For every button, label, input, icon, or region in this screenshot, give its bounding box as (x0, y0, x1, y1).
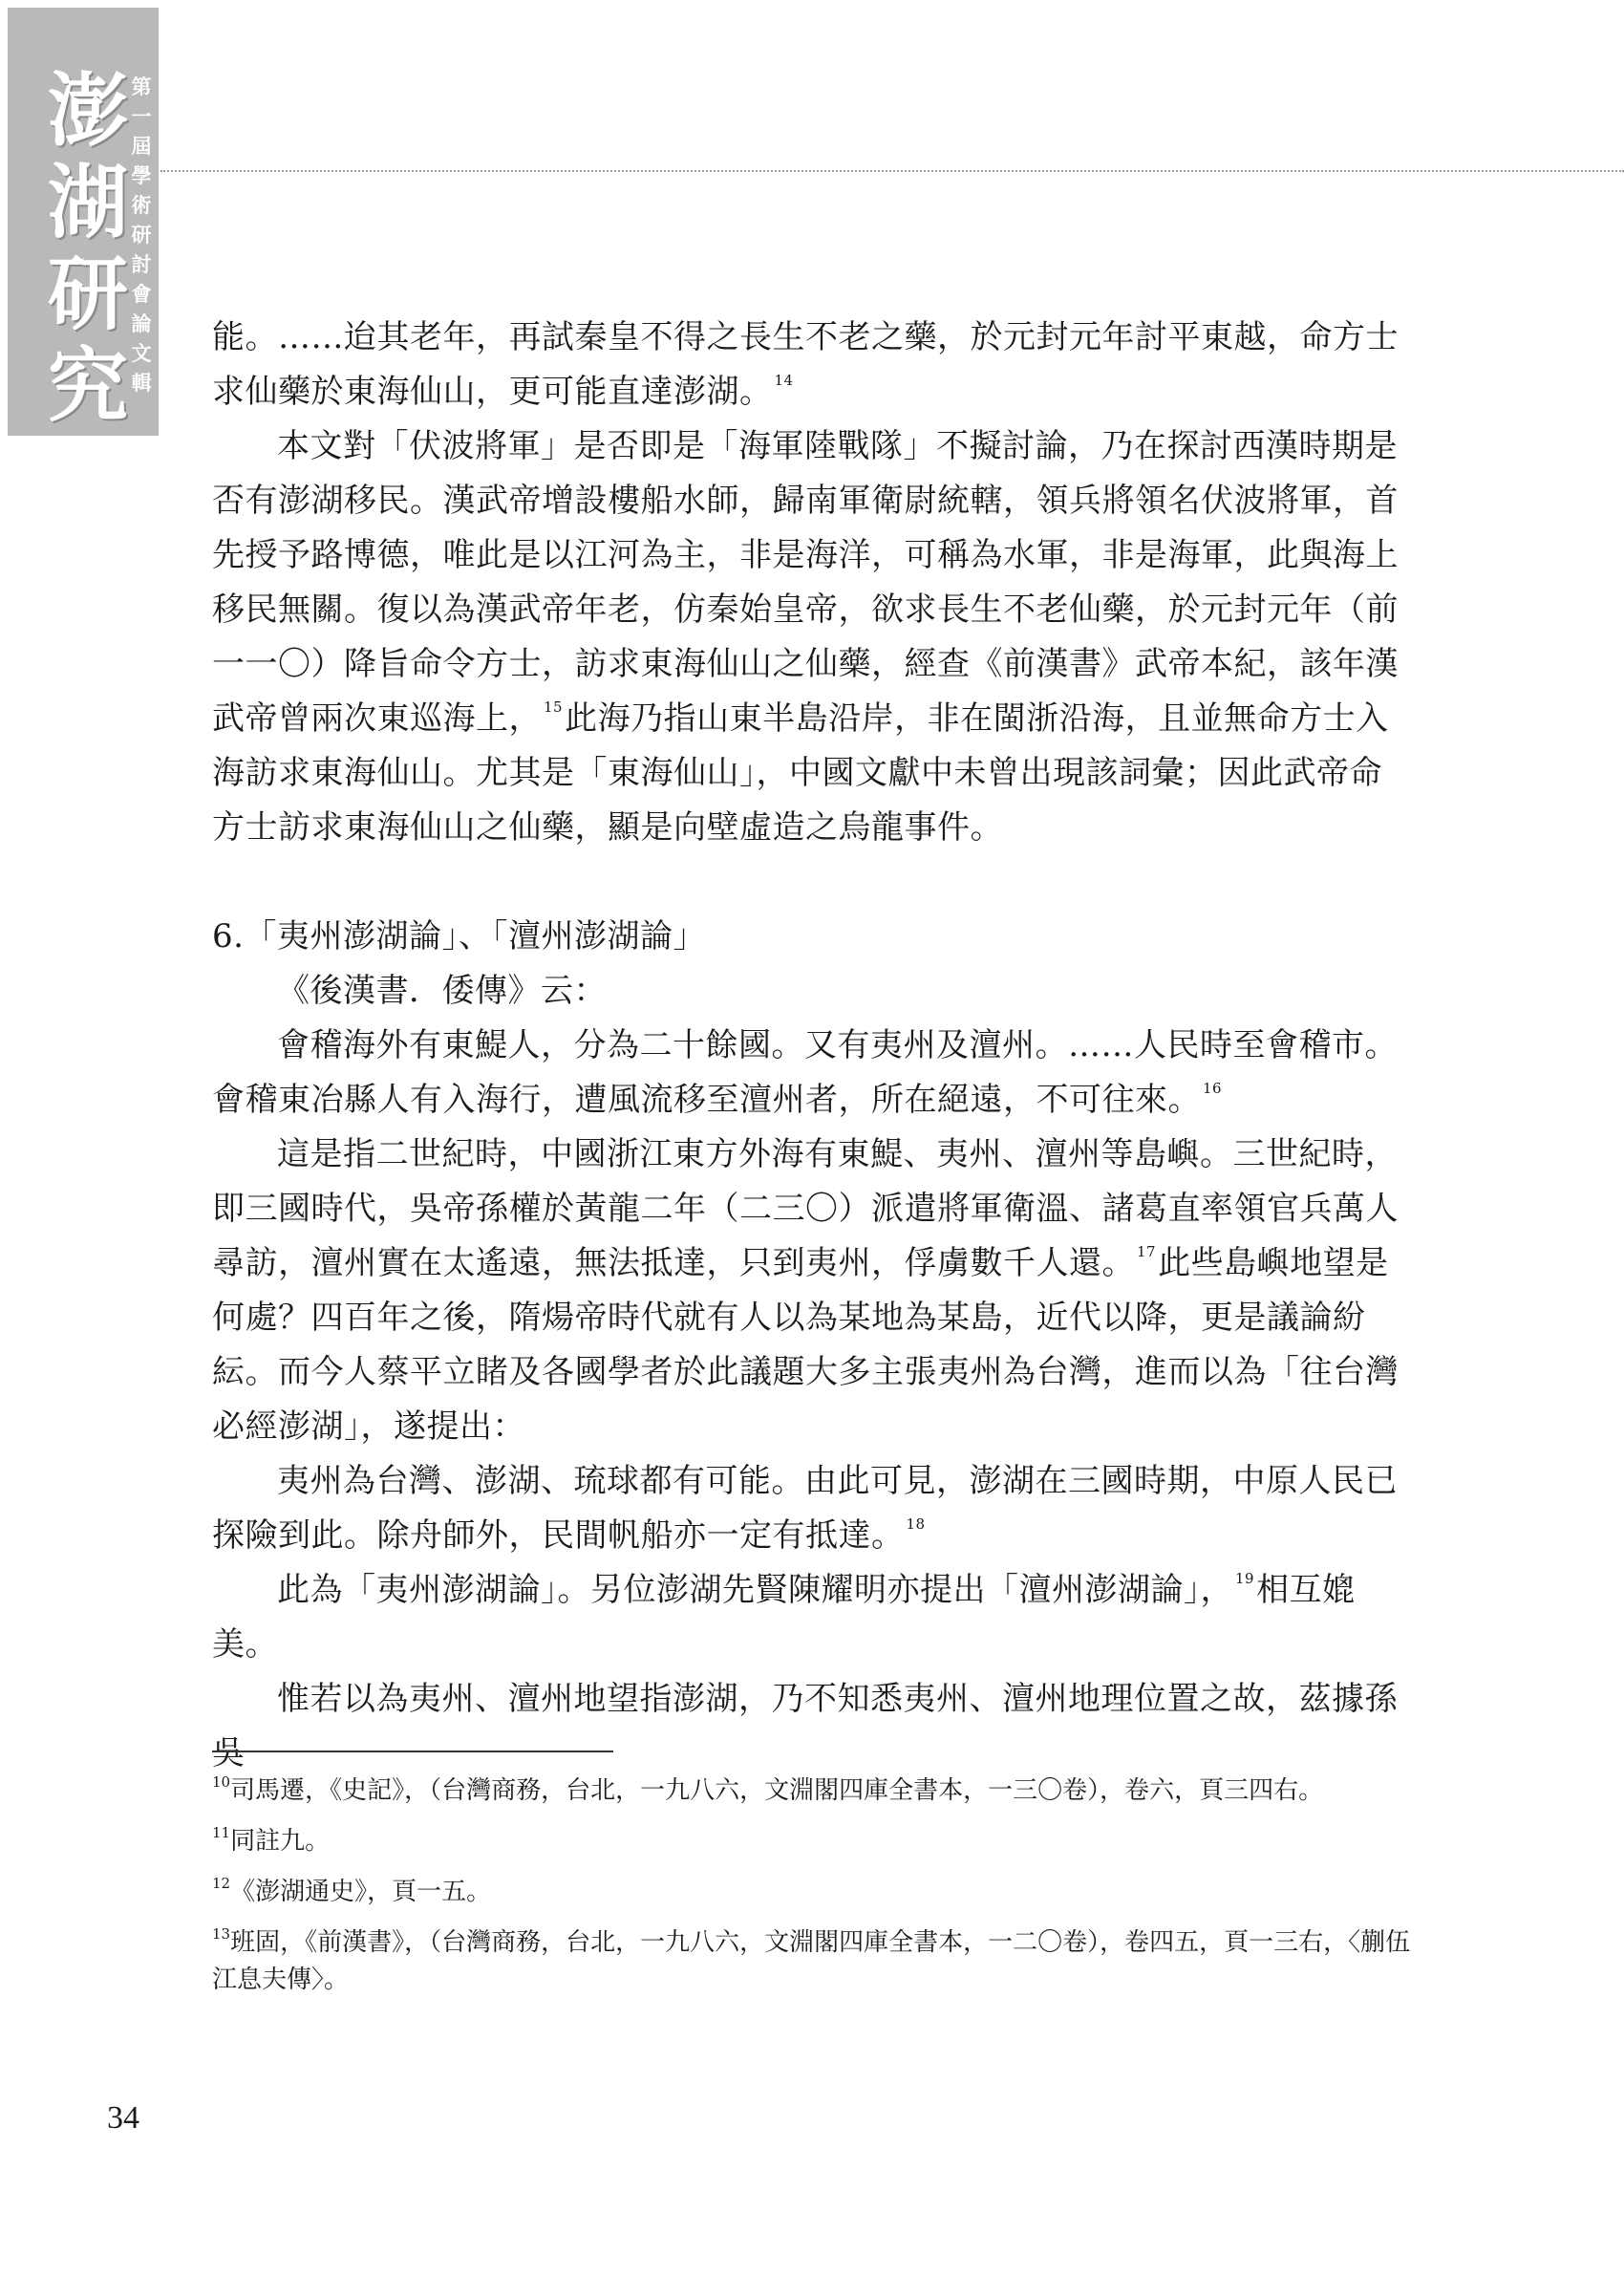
header-dotted-rule (160, 170, 1624, 172)
block-quote (212, 1454, 1414, 1563)
footnote-number: 11 (212, 1824, 231, 1841)
footnote-text: 同註九。 (230, 1827, 331, 1856)
text: 能。……迨其老年，再試秦皇不得之長生不老之藥，於元封元年討平東越，命方士求仙藥於東海仙山，更可能直達澎湖。 (212, 318, 1399, 411)
footnote-ref: 19 (1235, 1570, 1255, 1587)
section-heading: 6.「夷州澎湖論」、「澶州澎湖論」 (212, 917, 706, 956)
text: 這是指二世紀時，中國浙江東方外海有東鯷、夷州、澶州等島嶼。三世紀時，即三國時代，吳帝孫權於黃龍二年（二三〇）派遣將軍衛溫、諸葛直率領官兵萬人尋訪，澶州實在太遙遠，無法抵達，只到夷州，俘虜數千人還。 (212, 1135, 1399, 1282)
footnote (212, 1924, 1414, 1999)
footnote (212, 1823, 1414, 1860)
text: 相互媲美。 (212, 1571, 1356, 1664)
paragraph: 惟若以為夷州、澶州地望指澎湖，乃不知悉夷州、澶州地理位置之故，茲據孫吳 (212, 1680, 1398, 1772)
footnote-text: 司馬遷，《史記》，（台灣商務，台北，一九八六，文淵閣四庫全書本，一三〇卷），卷六，頁三四右。 (230, 1776, 1324, 1805)
footnote-text: 班固，《前漢書》，（台灣商務，台北，一九八六，文淵閣四庫全書本，一二〇卷），卷四五，頁一三右，〈蒯伍江息夫傳〉。 (212, 1928, 1411, 1994)
footnote-ref: 15 (544, 698, 564, 716)
footnote-ref: 16 (1203, 1080, 1223, 1097)
footnote-ref: 14 (774, 372, 794, 389)
footnote-text: 《澎湖通史》，頁一五。 (230, 1878, 492, 1906)
footnote-ref: 17 (1137, 1243, 1157, 1260)
text: 此為「夷州澎湖論」。另位澎湖先賢陳耀明亦提出「澶州澎湖論」， (277, 1571, 1233, 1609)
footnote (212, 1772, 1414, 1810)
main-text (212, 311, 1414, 1781)
block-quote (212, 1019, 1414, 1128)
page-number: 34 (107, 2100, 139, 2136)
paragraph (212, 311, 1414, 419)
text: 此海乃指山東半島沿岸，非在閩浙沿海，且並無命方士入海訪求東海仙山。尤其是「東海仙山」，中國文獻中未曾出現該詞彙；因此武帝命方士訪求東海仙山之仙藥，顯是向壁虛造之烏龍事件。 (212, 699, 1389, 847)
text: 此些島嶼地望是何處？四百年之後，隋煬帝時代就有人以為某地為某島，近代以降，更是議論紛紜。而今人蔡平立睹及各國學者於此議題大多主張夷州為台灣，進而以為「往台灣必經澎湖」，遂提出： (212, 1244, 1399, 1446)
footnote (212, 1874, 1414, 1911)
footnote-number: 12 (212, 1875, 231, 1892)
footnotes (212, 1772, 1414, 2012)
footnote-number: 10 (212, 1773, 231, 1791)
footnote-ref: 18 (906, 1515, 926, 1533)
paragraph (212, 419, 1414, 855)
footnote-number: 13 (212, 1925, 231, 1943)
text: 會稽海外有東鯷人，分為二十餘國。又有夷州及澶州。……人民時至會稽市。會稽東冶縣人有入海行，遭風流移至澶州者，所在絕遠，不可往來。 (212, 1026, 1398, 1119)
book-subtitle: 第一屆學術研討會論文輯 (131, 75, 152, 395)
paragraph (212, 1563, 1414, 1672)
footnote-separator (212, 1751, 613, 1752)
book-title: 澎湖研究 (47, 64, 128, 433)
paragraph (212, 1128, 1414, 1454)
text: 夷州為台灣、澎湖、琉球都有可能。由此可見，澎湖在三國時期，中原人民已探險到此。除舟師外，民間帆船亦一定有抵達。 (212, 1462, 1398, 1555)
text: 本文對「伏波將軍」是否即是「海軍陸戰隊」不擬討論，乃在探討西漢時期是否有澎湖移民。漢武帝增設樓船水師，歸南軍衛尉統轄，領兵將領名伏波將軍，首先授予路博德，唯此是以江河為主，非是海洋，可稱為水軍，非是海軍，此與海上移民無關。復以為漢武帝年老，仿秦始皇帝，欲求長生不老仙藥，於元封元年（前一一〇）降旨命令方士，訪求東海仙山之仙藥，經查《前漢書》武帝本紀，該年漢武帝曾兩次東巡海上， (212, 427, 1399, 738)
source-title: 《後漢書．倭傳》云： (277, 972, 607, 1010)
